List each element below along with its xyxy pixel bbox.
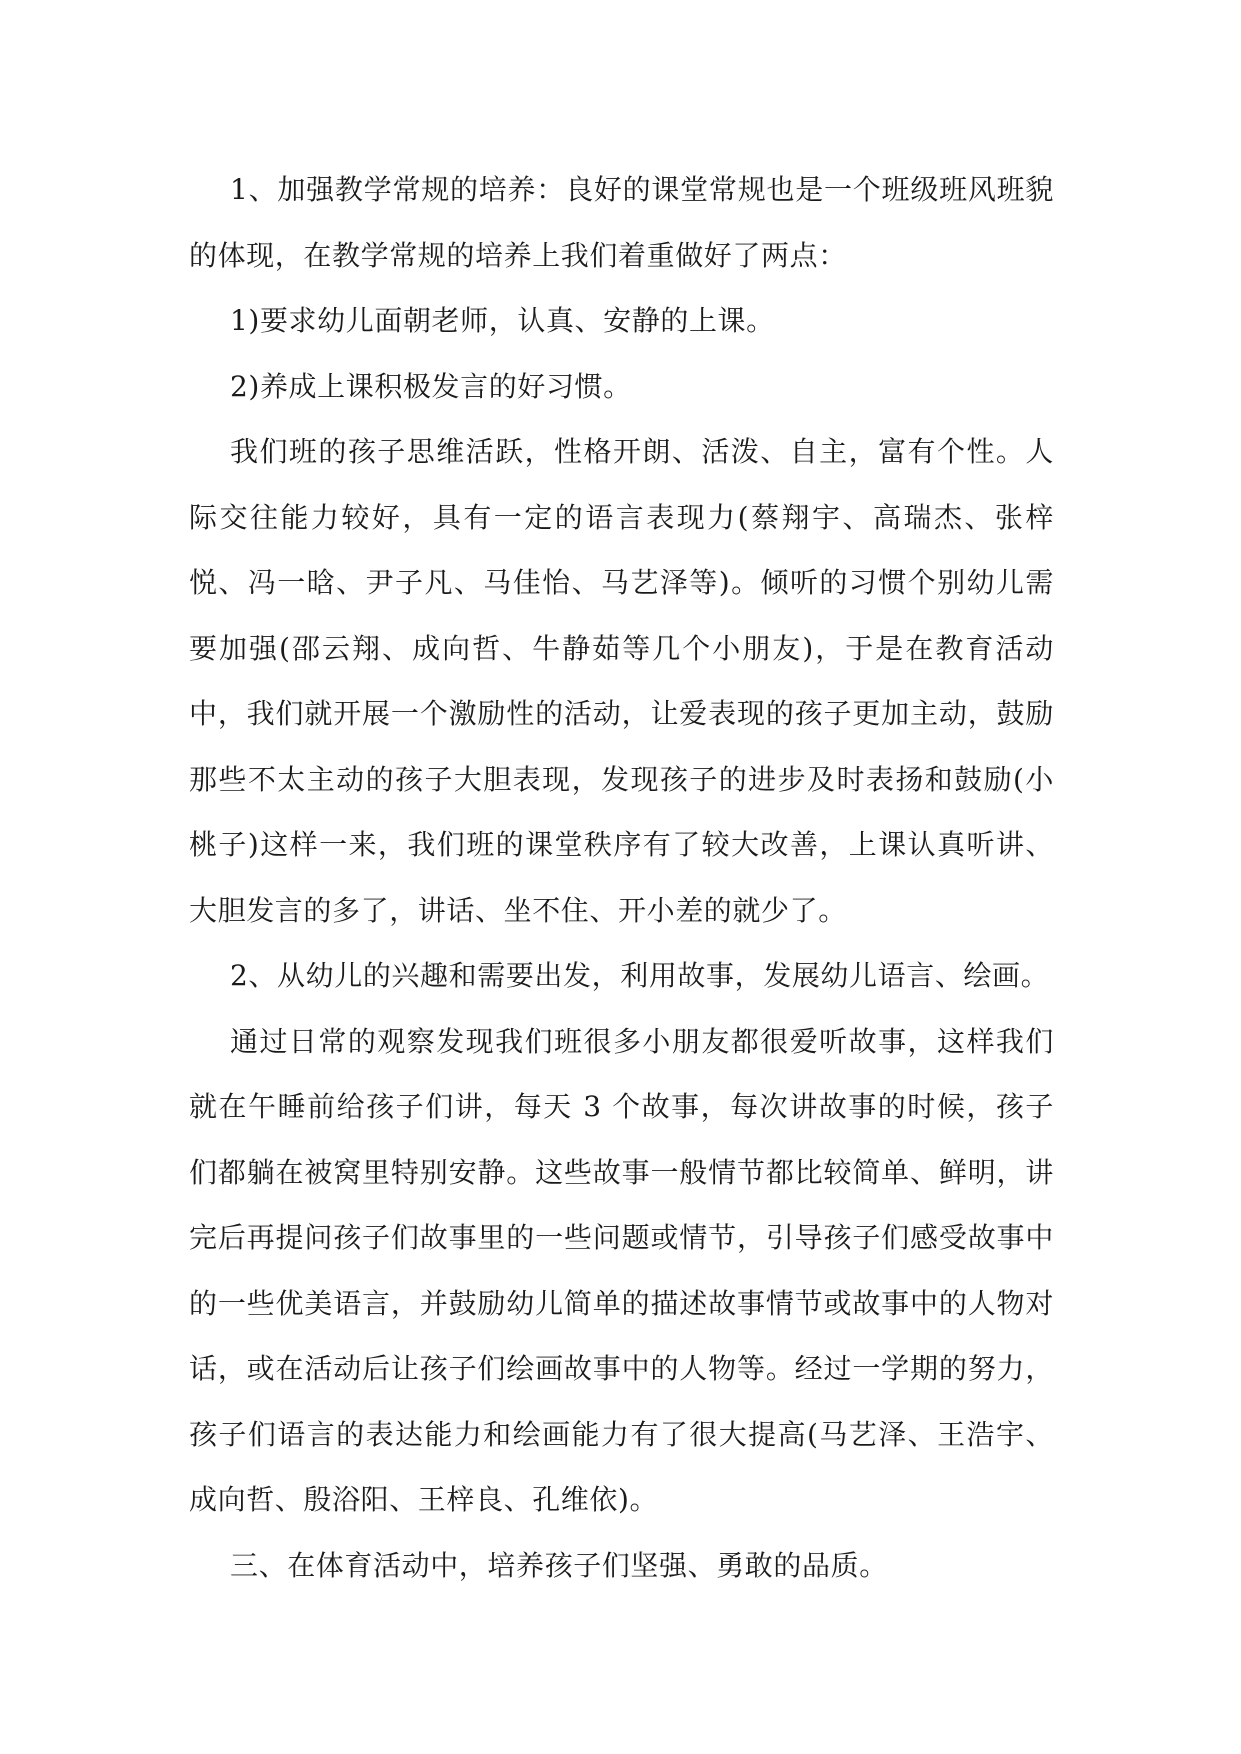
paragraph-stories-body: 通过日常的观察发现我们班很多小朋友都很爱听故事，这样我们就在午睡前给孩子们讲，每天 3 个故事，每次讲故事的时候，孩子们都躺在被窝里特别安静。这些故事一般情节都比较简单、鲜明，讲完后再提问孩子们故事里的一些问题或情节，引导孩子们感受故事中的一些优美语言，并鼓励幼儿简单的描述故事情节或故事中的人物对话，或在活动后让孩子们绘画故事中的人物等。经过一学期的努力，孩子们语言的表达能力和绘画能力有了很大提高(马艺泽、王浩宇、成向哲、殷浴阳、王梓良、孔维依)。 bbox=[189, 1024, 1054, 1516]
paragraph-class-description: 我们班的孩子思维活跃，性格开朗、活泼、自主，富有个性。人际交往能力较好，具有一定的语言表现力(蔡翔宇、高瑞杰、张梓悦、冯一晗、尹子凡、马佳怡、马艺泽等)。倾听的习惯个别幼儿需要加强(邵云翔、成向哲、牛静茹等几个小朋友)，于是在教育活动中，我们就开展一个激励性的活动，让爱表现的孩子更加主动，鼓励那些不太主动的孩子大胆表现，发现孩子的进步及时表扬和鼓励(小桃子)这样一来，我们班的课堂秩序有了较大改善，上课认真听讲、大胆发言的多了，讲话、坐不住、开小差的就少了。 bbox=[189, 435, 1054, 927]
paragraph-point-2: 2)养成上课积极发言的好习惯。 bbox=[230, 369, 632, 403]
paragraph-teaching-routine: 1、加强教学常规的培养：良好的课堂常规也是一个班级班风班貌的体现，在教学常规的培养上我们着重做好了两点： bbox=[189, 173, 1054, 272]
paragraph-section-three-heading: 三、在体育活动中，培养孩子们坚强、勇敢的品质。 bbox=[230, 1548, 888, 1582]
document-body bbox=[189, 157, 1054, 1598]
paragraph-stories-heading: 2、从幼儿的兴趣和需要出发，利用故事，发展幼儿语言、绘画。 bbox=[230, 959, 1050, 992]
paragraph-point-1: 1)要求幼儿面朝老师，认真、安静的上课。 bbox=[230, 304, 775, 337]
